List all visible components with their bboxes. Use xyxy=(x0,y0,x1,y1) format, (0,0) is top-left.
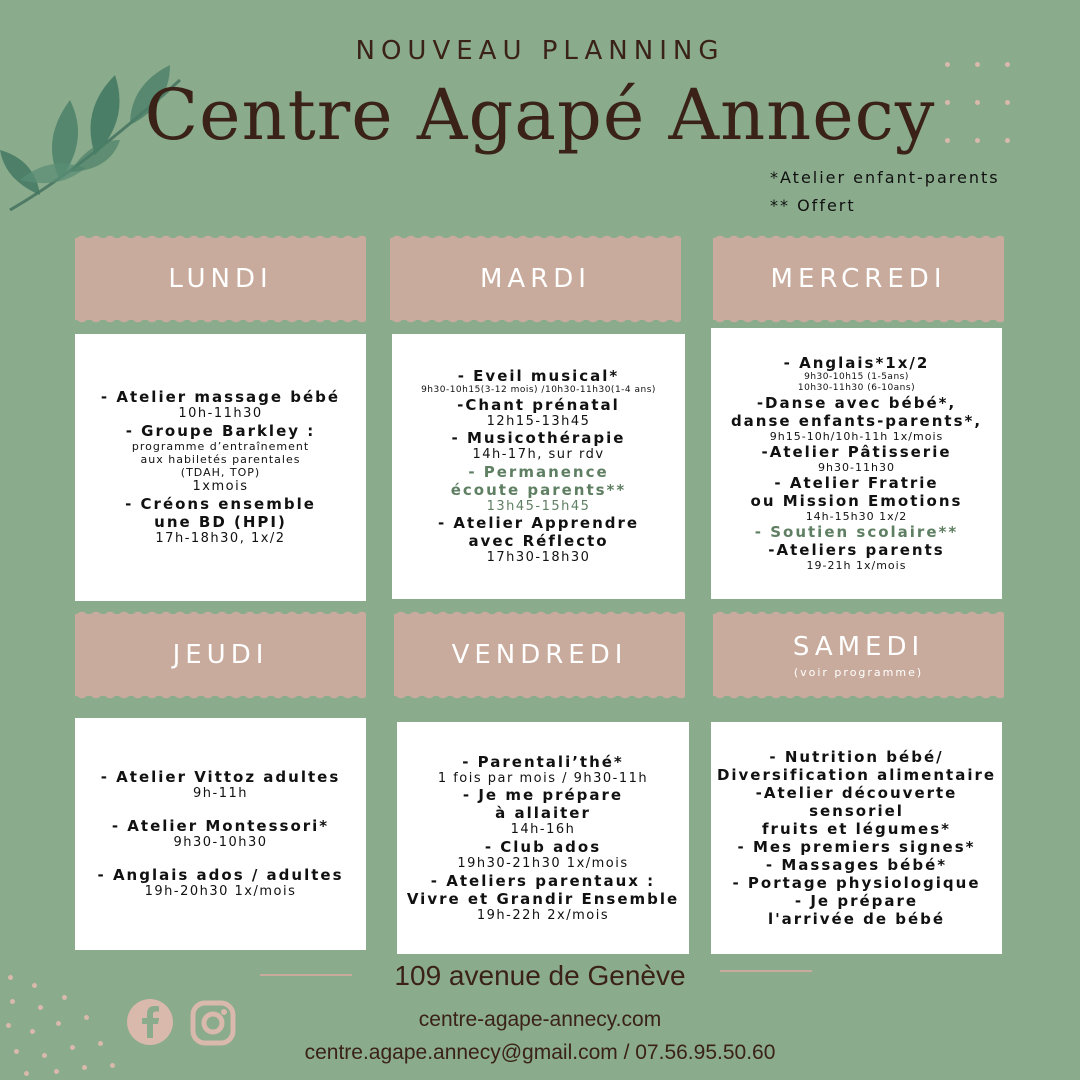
schedule-line: -Atelier découverte xyxy=(755,784,958,802)
schedule-line: 9h30-10h30 xyxy=(173,835,268,851)
schedule-line: -Danse avec bébé*, xyxy=(756,393,957,412)
schedule-line: l'arrivée de bébé xyxy=(767,910,946,928)
schedule-line: Vivre et Grandir Ensemble xyxy=(406,889,680,908)
footer-address: 109 avenue de Genève xyxy=(394,960,686,991)
schedule-line: - Mes premiers signes* xyxy=(737,838,976,856)
day-note: (voir programme) xyxy=(793,665,924,679)
schedule-line: Diversification alimentaire xyxy=(716,766,997,784)
schedule-line: 14h-17h, sur rdv xyxy=(472,447,605,463)
footer-contact[interactable]: centre.agape.annecy@gmail.com / 07.56.95.50.60 xyxy=(304,1041,776,1064)
schedule-line: - Anglais ados / adultes xyxy=(97,866,344,885)
schedule-line: -Chant prénatal xyxy=(457,395,620,414)
schedule-line: - Je me prépare xyxy=(462,786,624,805)
schedule-card-mardi xyxy=(392,334,685,599)
schedule-line: 1 fois par mois / 9h30-11h xyxy=(437,770,649,786)
footer-website[interactable]: centre-agape-annecy.com xyxy=(418,1008,662,1031)
schedule-line: 1xmois xyxy=(192,479,249,495)
schedule-line: - Nutrition bébé/ xyxy=(769,748,944,766)
schedule-line: 13h45-15h45 xyxy=(486,498,591,514)
schedule-line xyxy=(218,802,224,818)
schedule-card-jeudi xyxy=(75,718,366,950)
day-label: MERCREDI xyxy=(770,264,947,294)
schedule-line: - Atelier Apprendre xyxy=(437,514,640,533)
schedule-line: fruits et légumes* xyxy=(762,820,951,838)
planning-subtitle: NOUVEAU PLANNING xyxy=(355,36,725,66)
day-banner-vendredi xyxy=(394,614,685,696)
schedule-line: - Atelier Vittoz adultes xyxy=(100,768,341,787)
schedule-line: (TDAH, TOP) xyxy=(180,466,261,480)
schedule-line: 17h30-18h30 xyxy=(486,550,591,566)
schedule-line: - Je prépare xyxy=(794,892,919,910)
schedule-line: - Anglais*1x/2 xyxy=(783,354,930,373)
schedule-line: 19h30-21h30 1x/mois xyxy=(457,856,629,871)
schedule-line: - Eveil musical* xyxy=(457,366,620,385)
schedule-line: 9h30-10h15 (1-5ans) xyxy=(804,372,909,383)
schedule-line: - Créons ensemble xyxy=(125,495,316,514)
schedule-line: - Atelier Fratrie xyxy=(774,474,939,493)
schedule-line: ou Mission Emotions xyxy=(750,492,963,511)
schedule-line: 10h30-11h30 (6-10ans) xyxy=(797,383,916,394)
day-banner-mardi xyxy=(390,238,681,320)
schedule-line: 9h30-10h15(3-12 mois) /10h30-11h30(1-4 ans) xyxy=(421,384,656,395)
schedule-line: -Ateliers parents xyxy=(768,541,945,560)
schedule-line: écoute parents** xyxy=(450,480,627,499)
page-title: Centre Agapé Annecy xyxy=(144,74,936,156)
schedule-card-samedi xyxy=(711,722,1002,954)
schedule-line: -Atelier Pâtisserie xyxy=(761,443,952,462)
day-banner-mercredi xyxy=(713,238,1004,320)
schedule-line: 14h-16h xyxy=(510,822,576,838)
day-label: VENDREDI xyxy=(451,640,628,670)
schedule-line: 19h-22h 2x/mois xyxy=(476,907,610,923)
schedule-line: 9h30-11h30 xyxy=(818,461,895,475)
day-label: LUNDI xyxy=(168,264,273,294)
schedule-line: sensoriel xyxy=(809,802,904,820)
schedule-line: à allaiter xyxy=(495,804,591,823)
schedule-line: - Club ados xyxy=(484,838,602,856)
schedule-line: danse enfants-parents*, xyxy=(730,411,983,430)
legend-enfant-parents: *Atelier enfant-parents xyxy=(770,168,1000,187)
schedule-line: 9h-11h xyxy=(193,786,248,802)
schedule-line: - Groupe Barkley : xyxy=(125,421,316,440)
schedule-line: - Atelier massage bébé xyxy=(100,388,341,407)
day-label: MARDI xyxy=(480,264,591,294)
schedule-line: 19-21h 1x/mois xyxy=(806,559,907,573)
day-label: JEUDI xyxy=(172,640,269,670)
schedule-line: - Musicothérapie xyxy=(451,429,626,448)
schedule-line: - Soutien scolaire** xyxy=(754,523,959,542)
schedule-line: avec Réflecto xyxy=(468,532,609,551)
schedule-card-mercredi xyxy=(711,328,1002,599)
schedule-card-vendredi xyxy=(397,722,689,954)
schedule-line: - Massages bébé* xyxy=(765,856,948,874)
schedule-line: - Parentali’thé* xyxy=(462,752,624,771)
schedule-line: 9h15-10h/10h-11h 1x/mois xyxy=(769,429,944,443)
schedule-line: - Permanence xyxy=(468,462,609,481)
schedule-line: - Atelier Montessori* xyxy=(111,817,330,836)
schedule-line: 17h-18h30, 1x/2 xyxy=(155,531,286,547)
schedule-line: une BD (HPI) xyxy=(154,513,287,532)
day-banner-jeudi xyxy=(75,614,366,696)
schedule-line: 19h-20h30 1x/mois xyxy=(144,884,297,900)
legend-offert: ** Offert xyxy=(770,196,856,215)
schedule-line: - Ateliers parentaux : xyxy=(430,871,656,890)
schedule-line: programme d’entraînement xyxy=(131,439,310,453)
schedule-line xyxy=(218,851,224,867)
day-banner-lundi xyxy=(75,238,366,320)
schedule-line: 14h-15h30 1x/2 xyxy=(805,510,908,524)
schedule-line: 12h15-13h45 xyxy=(486,413,591,429)
schedule-card-lundi xyxy=(75,334,366,601)
schedule-line: aux habiletés parentales xyxy=(140,453,301,467)
day-banner-samedi xyxy=(713,614,1004,696)
schedule-line: - Portage physiologique xyxy=(732,874,981,892)
schedule-line: 10h-11h30 xyxy=(178,406,263,422)
day-label: SAMEDI xyxy=(792,631,925,662)
